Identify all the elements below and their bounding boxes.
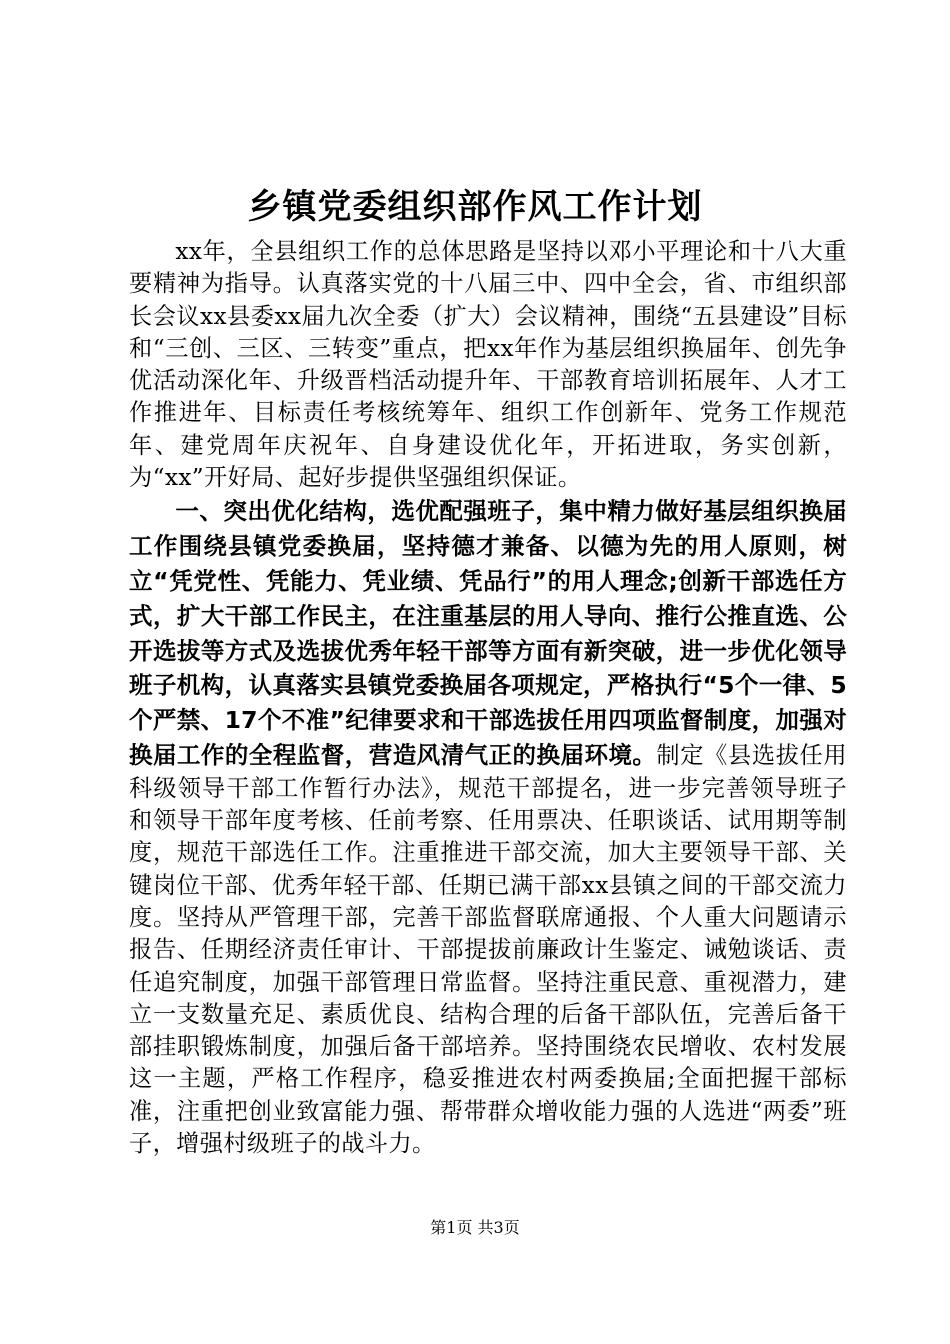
paragraph-section-one [129, 494, 847, 1160]
page-footer: 第1页 共3页 [430, 1218, 520, 1237]
section-one-text: 制定《县选拔任用科级领导干部工作暂行办法》，规范干部提名，进一步完善领导班子和领导干部年度考核、任前考察、任用票决、任职谈话、试用期等制度，规范干部选任工作。注重推进干部交流，加大主要领导干部、关键岗位干部、优秀年轻干部、任期已满干部xx县镇之间的干部交流力度。坚持从严管理干部，完善干部监督联席通报、个人重大问题请示报告、任期经济责任审计、干部提拔前廉政计生鉴定、诫勉谈话、责任追究制度，加强干部管理日常监督。坚持注重民意、重视潜力，建立一支数量充足、素质优良、结构合理的后备干部队伍，完善后备干部挂职锻炼制度，加强后备干部培养。坚持围绕农民增收、农村发展这一主题，严格工作程序，稳妥推进农村两委换届;全面把握干部标准，注重把创业致富能力强、帮带群众增收能力强的人选进“两委”班子，增强村级班子的战斗力。 [129, 741, 847, 1158]
paragraph-intro: xx年，全县组织工作的总体思路是坚持以邓小平理论和十八大重要精神为指导。认真落实党的十八届三中、四中全会，省、市组织部长会议xx县委xx届九次全委（扩大）会议精神，围绕“五县建设”目标和“三创、三区、三转变”重点，把xx年作为基层组织换届年、创先争优活动深化年、升级晋档活动提升年、干部教育培训拓展年、人才工作推进年、目标责任考核统筹年、组织工作创新年、党务工作规范年、建党周年庆祝年、自身建设优化年，开拓进取，务实创新，为“xx”开好局、起好步提供坚强组织保证。 [129, 238, 847, 492]
document-body [129, 236, 847, 1160]
section-one-heading: 一、突出优化结构，选优配强班子，集中精力做好基层组织换届工作围绕县镇党委换届，坚持德才兼备、以德为先的用人原则，树立“凭党性、凭能力、凭业绩、凭品行”的用人理念;创新干部选任方式，扩大干部工作民主，在注重基层的用人导向、推行公推直选、公开选拔等方式及选拔优秀年轻干部等方面有新突破，进一步优化领导班子机构，认真落实县镇党委换届各项规定，严格执行“5个一律、5个严禁、17个不准”纪律要求和干部选拔任用四项监督制度，加强对换届工作的全程监督，营造风清气正的换届环境。 [129, 497, 847, 769]
document-title: 乡镇党委组织部作风工作计划 [247, 187, 703, 227]
